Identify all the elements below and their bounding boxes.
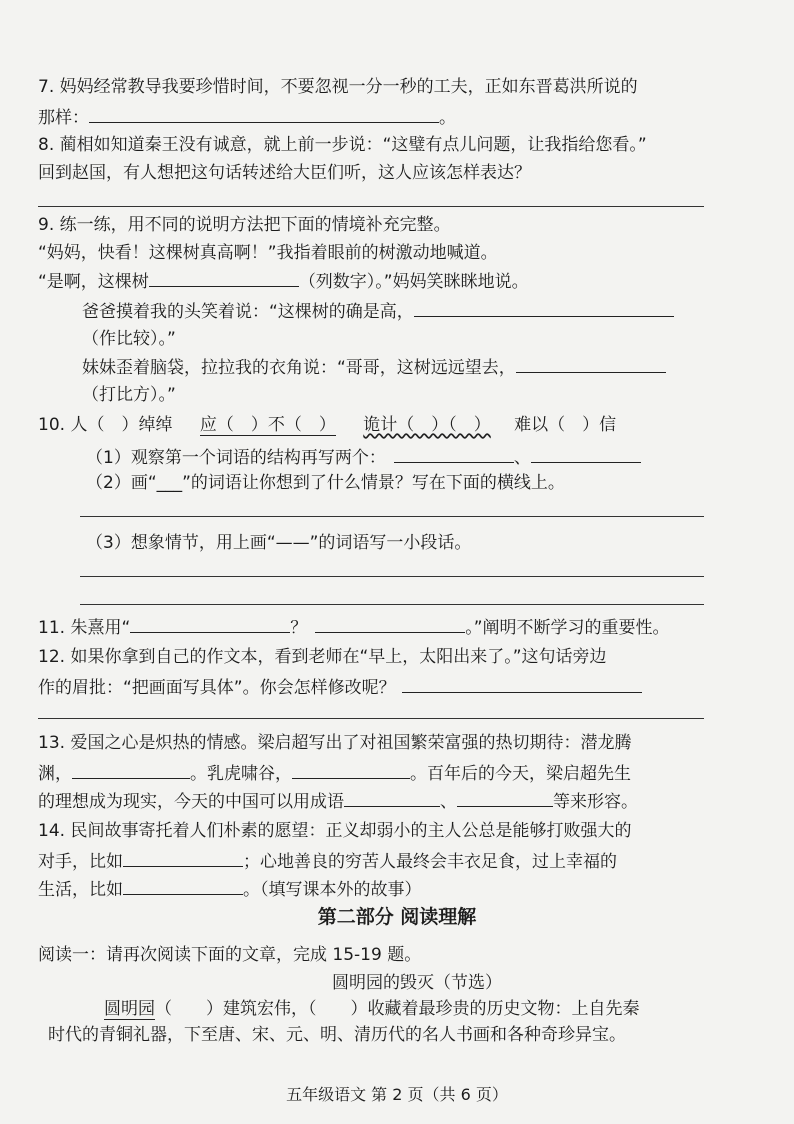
- q12-answer-line[interactable]: [38, 718, 704, 719]
- q7-suffix: 。: [439, 108, 456, 128]
- q10-word-2: 应（ ）不（ ）: [199, 415, 336, 435]
- q14-line3-b: 。（填写课本外的故事）: [243, 880, 422, 900]
- question-9-line5: （作比较）。”: [82, 329, 176, 349]
- q10-word-3: 诡计（ ）（ ）: [363, 415, 491, 435]
- part-2-title: 第二部分 阅读理解: [317, 906, 477, 928]
- q10-sub2-answer-line[interactable]: [80, 516, 704, 517]
- q13-idiom-blank-2[interactable]: [457, 788, 553, 807]
- question-7-line2: [38, 104, 706, 131]
- question-9-line4: [82, 298, 706, 325]
- q9-compare-blank[interactable]: [414, 298, 674, 317]
- q13-line3-c: 等来形容。: [553, 792, 638, 812]
- q12-line2-text: 作的眉批：“把画面写具体”。你会怎样修改呢？: [38, 678, 396, 698]
- q12-answer-blank[interactable]: [402, 674, 642, 693]
- q8-answer-line[interactable]: [38, 206, 704, 207]
- question-12-line2: [38, 674, 706, 701]
- q13-line3-a: 的理想成为现实，今天的中国可以用成语: [38, 792, 344, 812]
- q10-sub1-text: （1）观察第一个词语的结构再写两个：: [86, 448, 386, 468]
- q10-sub3-answer-line-2[interactable]: [80, 604, 704, 605]
- q14-line2-b: ；心地善良的穷苦人最终会丰衣足食，过上幸福的: [243, 852, 617, 872]
- q11-blank-1[interactable]: [130, 614, 290, 633]
- q13-line3-b: 、: [440, 792, 457, 812]
- question-12-line1: 12. 如果你拿到自己的作文本，看到老师在“早上，太阳出来了。”这句话旁边: [38, 647, 607, 667]
- q11-c: 。”阐明不断学习的重要性。: [465, 618, 670, 638]
- question-10-sub1: [86, 444, 706, 471]
- q9-line4-text: 爸爸摸着我的头笑着说：“这棵树的确是高，: [82, 302, 414, 322]
- question-9-line1: 9. 练一练，用不同的说明方法把下面的情境补充完整。: [38, 215, 451, 235]
- q9-metaphor-blank[interactable]: [516, 354, 666, 373]
- question-11: [38, 614, 706, 641]
- question-14-line1: 14. 民间故事寄托着人们朴素的愿望：正义却弱小的主人公总是能够打败强大的: [38, 821, 632, 841]
- q10-sub1-sep: 、: [513, 448, 531, 468]
- q13-blank-2[interactable]: [292, 760, 410, 779]
- q9-line6-text: 妹妹歪着脑袋，拉拉我的衣角说：“哥哥，这树远远望去，: [82, 358, 516, 378]
- article-underlined-word: 圆明园: [104, 999, 155, 1019]
- question-9-line2: “妈妈，快看！这棵树真高啊！”我指着眼前的树激动地喊道。: [38, 243, 498, 263]
- question-13-line3: [38, 788, 706, 815]
- question-8-line2: 回到赵国，有人想把这句话转述给大臣们听，这人应该怎样表达？: [38, 163, 531, 183]
- q11-b: ？: [290, 618, 308, 638]
- question-9-line7: （打比方）。”: [82, 385, 176, 405]
- question-10-sub2: （2）画“___”的词语让你想到了什么情景？写在下面的横线上。: [86, 473, 565, 493]
- q10-word-4: 难以（ ）信: [514, 415, 617, 435]
- q9-number-blank[interactable]: [149, 268, 299, 287]
- q13-line2-a: 渊，: [38, 764, 72, 784]
- question-14-line2: [38, 848, 706, 875]
- page-footer: 五年级语文 第 2 页（共 6 页）: [286, 1085, 508, 1104]
- question-8-line1: 8. 蔺相如知道秦王没有诚意，就上前一步说：“这璧有点儿问题，让我指给您看。”: [38, 135, 647, 155]
- q13-line2-c: 。百年后的今天，梁启超先生: [410, 764, 631, 784]
- question-10-words: [38, 412, 706, 438]
- question-9-line3: [38, 268, 706, 295]
- q9-line3-b: （列数字）。”妈妈笑眯眯地说。: [298, 272, 529, 292]
- q9-line3-a: “是啊，这棵树: [38, 272, 149, 292]
- q10-sub1-blank-2[interactable]: [531, 444, 641, 463]
- article-para-line2: 时代的青铜礼器，下至唐、宋、元、明、清历代的名人书画和各种奇珍异宝。: [48, 1025, 626, 1045]
- reading-1-instruction: 阅读一：请再次阅读下面的文章，完成 15-19 题。: [38, 945, 422, 965]
- question-10-sub3: （3）想象情节，用上画“——”的词语写一小段话。: [86, 533, 472, 553]
- q14-blank-1[interactable]: [123, 848, 243, 867]
- question-7-line1: 7. 妈妈经常教导我要珍惜时间，不要忽视一分一秒的工夫，正如东晋葛洪所说的: [38, 77, 638, 97]
- question-14-line3: [38, 876, 706, 903]
- q14-blank-2[interactable]: [123, 876, 243, 895]
- article-para-line1: [48, 996, 754, 1022]
- q10-word-1: 10. 人（ ）绰绰: [38, 415, 173, 435]
- article-title: 圆明园的毁灭（节选）: [332, 973, 502, 993]
- q13-blank-1[interactable]: [72, 760, 190, 779]
- question-13-line2: [38, 760, 706, 787]
- q13-idiom-blank-1[interactable]: [344, 788, 440, 807]
- q10-sub3-answer-line-1[interactable]: [80, 576, 704, 577]
- q14-line3-a: 生活，比如: [38, 880, 123, 900]
- q13-line2-b: 。乳虎啸谷，: [190, 764, 292, 784]
- question-9-line6: [82, 354, 706, 381]
- question-13-line1: 13. 爱国之心是炽热的情感。梁启超写出了对祖国繁荣富强的热切期待：潜龙腾: [38, 733, 632, 753]
- q11-blank-2[interactable]: [315, 614, 465, 633]
- q10-sub1-blank-1[interactable]: [394, 444, 514, 463]
- q7-prefix: 那样：: [38, 108, 89, 128]
- q14-line2-a: 对手，比如: [38, 852, 123, 872]
- q7-answer-blank[interactable]: [89, 104, 439, 123]
- article-para-line1-text: （ ）建筑宏伟，（ ）收藏着最珍贵的历史文物：上自先秦: [155, 999, 640, 1019]
- q11-a: 11. 朱熹用“: [38, 618, 131, 638]
